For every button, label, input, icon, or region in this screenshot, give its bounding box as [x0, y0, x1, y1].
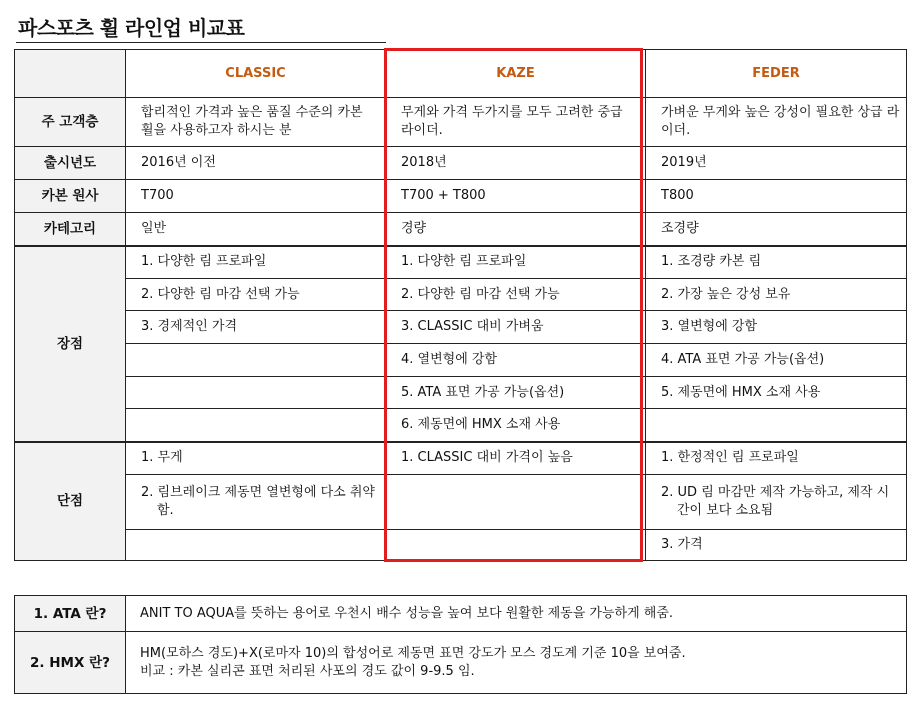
pros-cell: 4. ATA 표면 가공 가능(옵션): [646, 344, 907, 377]
pros-cell: 3. 경제적인 가격: [126, 311, 386, 344]
cons-row: [15, 475, 907, 530]
row-category: [15, 213, 907, 246]
pros-cell: 3. CLASSIC 대비 가벼움: [386, 311, 646, 344]
row-label-cons: 단점: [15, 442, 126, 561]
cons-cell: [386, 530, 646, 561]
pros-cell: 2. 다양한 림 마감 선택 가능: [386, 279, 646, 311]
cons-cell: 3. 가격: [646, 530, 907, 561]
pros-cell: 2. 가장 높은 강성 보유: [646, 279, 907, 311]
pros-cell: [126, 409, 386, 442]
notes-table: [14, 595, 907, 694]
cons-cell: 1. 무게: [126, 442, 386, 475]
note-row-ata: [15, 596, 907, 632]
cons-cell: 1. 한정적인 림 프로파일: [646, 442, 907, 475]
pros-row: [15, 246, 907, 279]
pros-cell: 4. 열변형에 강함: [386, 344, 646, 377]
cell-category-kaze: 경량: [386, 213, 646, 246]
row-target: [15, 98, 907, 147]
cell-category-classic: 일반: [126, 213, 386, 246]
note-label-ata: 1. ATA 란?: [15, 596, 126, 632]
column-header-feder: FEDER: [646, 50, 907, 98]
pros-cell: [646, 409, 907, 442]
pros-cell: 6. 제동면에 HMX 소재 사용: [386, 409, 646, 442]
pros-row: [15, 279, 907, 311]
row-carbon: [15, 180, 907, 213]
pros-row: [15, 409, 907, 442]
pros-cell: [126, 344, 386, 377]
pros-cell: 1. 다양한 림 프로파일: [126, 246, 386, 279]
column-header-classic: CLASSIC: [126, 50, 386, 98]
row-label-year: 출시년도: [15, 147, 126, 180]
comparison-table: [14, 49, 907, 561]
note-text-ata: ANIT TO AQUA를 뜻하는 용어로 우천시 배수 성능을 높여 보다 원활한 제동을 가능하게 해줌.: [126, 596, 907, 632]
row-label-target: 주 고객층: [15, 98, 126, 147]
cell-year-classic: 2016년 이전: [126, 147, 386, 180]
cell-target-kaze: 무게와 가격 두가지를 모두 고려한 중급 라이더.: [386, 98, 646, 147]
note-text-hmx: [126, 632, 907, 694]
cell-year-feder: 2019년: [646, 147, 907, 180]
cons-row: [15, 442, 907, 475]
cell-target-classic: 합리적인 가격과 높은 품질 수준의 카본 휠을 사용하고자 하시는 분: [126, 98, 386, 147]
cons-row: [15, 530, 907, 561]
pros-cell: 2. 다양한 림 마감 선택 가능: [126, 279, 386, 311]
cons-cell: [126, 530, 386, 561]
note-line: HM(모하스 경도)+X(로마자 10)의 합성어로 제동면 표면 강도가 모스 경도계 기준 10을 보여줌.: [140, 645, 686, 661]
cell-target-feder: 가벼운 무게와 높은 강성이 필요한 상급 라이더.: [646, 98, 907, 147]
pros-row: [15, 377, 907, 409]
pros-cell: 3. 열변형에 강함: [646, 311, 907, 344]
pros-row: [15, 311, 907, 344]
note-line: 비교 : 카본 실리콘 표면 처리된 사포의 경도 값이 9-9.5 임.: [140, 663, 475, 679]
pros-cell: 1. 다양한 림 프로파일: [386, 246, 646, 279]
pros-cell: 5. ATA 표면 가공 가능(옵션): [386, 377, 646, 409]
cons-cell: 1. CLASSIC 대비 가격이 높음: [386, 442, 646, 475]
row-year: [15, 147, 907, 180]
cell-carbon-kaze: T700 + T800: [386, 180, 646, 213]
cons-cell: [386, 475, 646, 530]
cell-year-kaze: 2018년: [386, 147, 646, 180]
page-title: 파스포츠 휠 라인업 비교표: [18, 16, 245, 40]
cons-cell: 2. 림브레이크 제동면 열변형에 다소 취약함.: [126, 475, 386, 530]
pros-cell: [126, 377, 386, 409]
column-header-kaze: KAZE: [386, 50, 646, 98]
cell-carbon-feder: T800: [646, 180, 907, 213]
corner-cell: [15, 50, 126, 98]
cons-cell: 2. UD 림 마감만 제작 가능하고, 제작 시간이 보다 소요됨: [646, 475, 907, 530]
cell-carbon-classic: T700: [126, 180, 386, 213]
pros-row: [15, 344, 907, 377]
row-label-carbon: 카본 원사: [15, 180, 126, 213]
note-label-hmx: 2. HMX 란?: [15, 632, 126, 694]
pros-cell: 5. 제동면에 HMX 소재 사용: [646, 377, 907, 409]
note-row-hmx: [15, 632, 907, 694]
row-label-pros: 장점: [15, 246, 126, 442]
pros-cell: 1. 조경량 카본 림: [646, 246, 907, 279]
title-underline: [16, 42, 386, 43]
cell-category-feder: 조경량: [646, 213, 907, 246]
header-row: [15, 50, 907, 98]
row-label-category: 카테고리: [15, 213, 126, 246]
